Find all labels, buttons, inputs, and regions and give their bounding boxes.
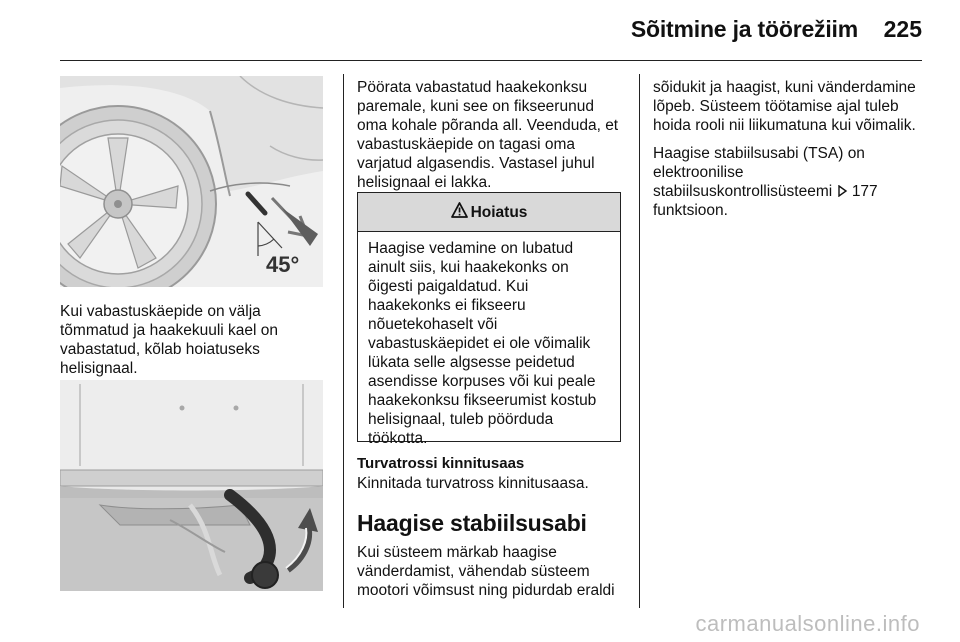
release-instruction: Pöörata vabastatud haakekonksu paremale, kuni see on fikseerunud oma kohale põranda all. Veenduda, et vabastuskäepide on tagasi oma varjatud algasendis. Vastasel juhul helisignaal ei lakka. (357, 79, 619, 191)
warning-triangle-icon (451, 202, 471, 223)
page-reference-arrow-icon (837, 183, 848, 200)
release-handle-illustration (60, 76, 323, 287)
section-title: Haagise stabiilsusabi (357, 510, 587, 536)
warning-box (357, 192, 621, 447)
tsa-paragraph: Haagise stabiilsusabi (TSA) on elektroonilise stabiilsuskontrollisüsteemi 177 funktsioon. (653, 145, 878, 219)
page-number: 225 (883, 16, 922, 42)
header-divider (60, 60, 922, 61)
safety-rope-heading: Turvatrossi kinnitusaas (357, 455, 525, 472)
towbar-rotation-illustration (60, 380, 323, 591)
column-divider (343, 74, 344, 608)
page-reference-link[interactable]: 177 (851, 183, 878, 200)
stability-text: Kui süsteem märkab haagise vänderdamist, vähendab süsteem mootori võimsust ning pidurdab eraldi (357, 544, 615, 599)
page-title: Sõitmine ja töörežiim (630, 16, 858, 42)
stability-continued: sõidukit ja haagist, kuni vänderdamine lõpeb. Süsteem töötamise ajal tuleb hoida rooli nii liikumatuna kui võimalik. Haagise stabiilsusabi (TSA) on elektroonilise stabiilsuskontrollisüsteemi 177 funktsioon. (653, 78, 923, 220)
warning-text: Haagise vedamine on lubatud ainult siis, kui haakekonks on õigesti paigaldatud. Kui haakekonks ei fikseeru nõuetekohaselt või vabastuskäepidet ei ole võimalik lükata selle algsesse peidetud asendisse korpuses või kui peale haakekonksu fikseerumist kostub helisignaal, tuleb pöörduda töökotta. (368, 240, 597, 447)
warning-title: Hoiatus (470, 203, 528, 221)
column-divider (639, 74, 640, 608)
figure-caption: Kui vabastuskäepide on välja tõmmatud ja haakekuuli kael on vabastatud, kõlab hoiatuseks helisignaal. (60, 303, 278, 377)
warning-header (358, 193, 620, 232)
watermark: carmanualsonline.info (695, 611, 920, 636)
angle-label: 45° (266, 252, 300, 277)
safety-rope-text: Kinnitada turvatross kinnitusaasa. (357, 475, 589, 492)
